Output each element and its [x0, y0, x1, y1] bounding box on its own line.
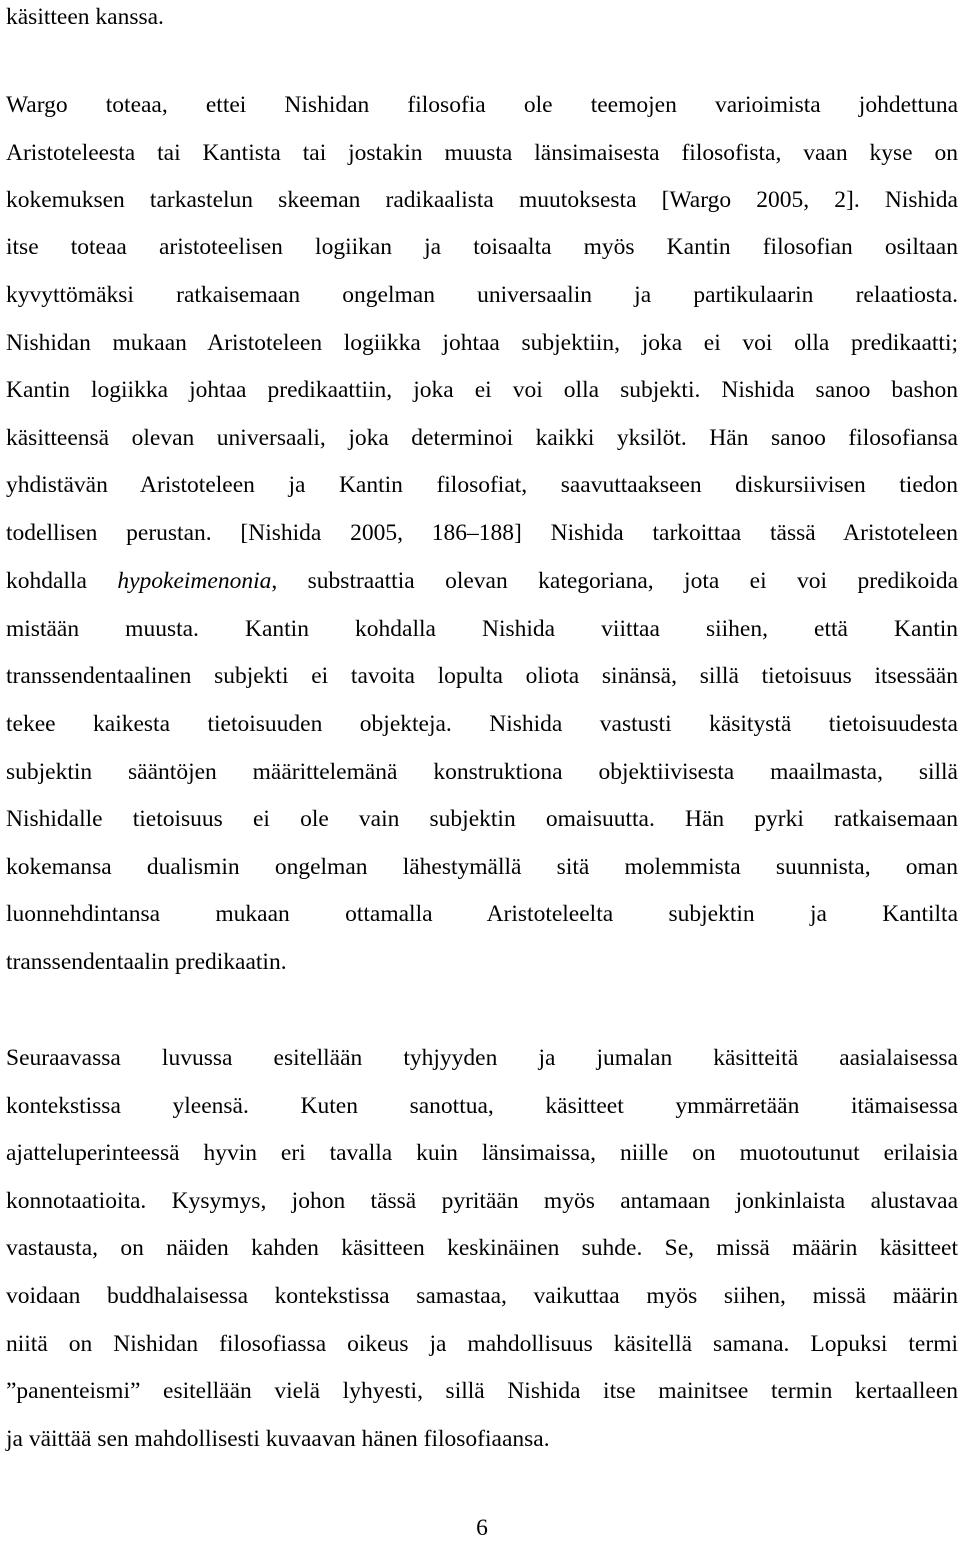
paragraph-2-line: konnotaatioita. Kysymys, johon tässä pyritään myös antamaan jonkinlaista alustavaa — [6, 1188, 958, 1214]
italic-term-hypokeimenonia: hypokeimenonia — [117, 568, 272, 594]
paragraph-1-line: subjektin sääntöjen määrittelemänä konstruktiona objektiivisesta maailmasta, sillä — [6, 759, 958, 785]
paragraph-1-last-line: transsendentaalin predikaatin. — [6, 949, 287, 975]
line-text-after: , substraattia olevan kategoriana, jota ei voi predikoida — [271, 568, 958, 594]
paragraph-1-line: luonnehdintansa mukaan ottamalla Aristoteleelta subjektin ja Kantilta — [6, 901, 958, 927]
paragraph-1-line: Wargo toteaa, ettei Nishidan filosofia ole teemojen varioimista johdettuna — [6, 92, 958, 118]
paragraph-2-line: ”panenteismi” esitellään vielä lyhyesti, sillä Nishida itse mainitsee termin kertaalleen — [6, 1378, 958, 1404]
paragraph-1-line: Nishidalle tietoisuus ei ole vain subjektin omaisuutta. Hän pyrki ratkaisemaan — [6, 806, 958, 832]
paragraph-2-line: niitä on Nishidan filosofiassa oikeus ja mahdollisuus käsitellä samana. Lopuksi termi — [6, 1331, 958, 1357]
paragraph-1-line: Nishidan mukaan Aristoteleen logiikka johtaa subjektiin, joka ei voi olla predikaatti; — [6, 330, 958, 356]
paragraph-1-line: todellisen perustan. [Nishida 2005, 186–188] Nishida tarkoittaa tässä Aristoteleen — [6, 520, 958, 546]
document-page — [6, 0, 958, 1553]
paragraph-1-line: kokemansa dualismin ongelman lähestymällä sitä molemmista suunnista, oman — [6, 854, 958, 880]
paragraph-1-line: tekee kaikesta tietoisuuden objekteja. Nishida vastusti käsitystä tietoisuudesta — [6, 711, 958, 737]
paragraph-1-line: yhdistävän Aristoteleen ja Kantin filosofiat, saavuttaakseen diskursiivisen tiedon — [6, 472, 958, 498]
paragraph-2-line: voidaan buddhalaisessa kontekstissa samastaa, vaikuttaa myös siihen, missä määrin — [6, 1283, 958, 1309]
paragraph-1-line-with-italic — [6, 566, 958, 596]
paragraph-1-line: kyvyttömäksi ratkaisemaan ongelman universaalin ja partikulaarin relaatiosta. — [6, 282, 958, 308]
paragraph-1-line: itse toteaa aristoteelisen logiikan ja toisaalta myös Kantin filosofian osiltaan — [6, 234, 958, 260]
page-number: 6 — [476, 1515, 488, 1541]
paragraph-1-line: mistään muusta. Kantin kohdalla Nishida viittaa siihen, että Kantin — [6, 616, 958, 642]
line-text-before: kohdalla — [6, 568, 118, 594]
paragraph-2-last-line: ja väittää sen mahdollisesti kuvaavan hänen filosofiaansa. — [6, 1426, 550, 1452]
paragraph-1-line: Aristoteleesta tai Kantista tai jostakin muusta länsimaisesta filosofista, vaan kyse on — [6, 140, 958, 166]
paragraph-1-line: transsendentaalinen subjekti ei tavoita lopulta oliota sinänsä, sillä tietoisuus itsessään — [6, 663, 958, 689]
paragraph-1-line: kokemuksen tarkastelun skeeman radikaalista muutoksesta [Wargo 2005, 2]. Nishida — [6, 187, 958, 213]
paragraph-2-line: ajatteluperinteessä hyvin eri tavalla kuin länsimaissa, niille on muotoutunut erilaisia — [6, 1140, 958, 1166]
paragraph-1-line: käsitteensä olevan universaali, joka determinoi kaikki yksilöt. Hän sanoo filosofiansa — [6, 425, 958, 451]
top-fragment-line: käsitteen kanssa. — [6, 4, 164, 30]
paragraph-2-line: Seuraavassa luvussa esitellään tyhjyyden ja jumalan käsitteitä aasialaisessa — [6, 1045, 958, 1071]
paragraph-2-line: kontekstissa yleensä. Kuten sanottua, käsitteet ymmärretään itämaisessa — [6, 1093, 958, 1119]
paragraph-2-line: vastausta, on näiden kahden käsitteen keskinäinen suhde. Se, missä määrin käsitteet — [6, 1235, 958, 1261]
paragraph-1-line: Kantin logiikka johtaa predikaattiin, joka ei voi olla subjekti. Nishida sanoo bashon — [6, 377, 958, 403]
